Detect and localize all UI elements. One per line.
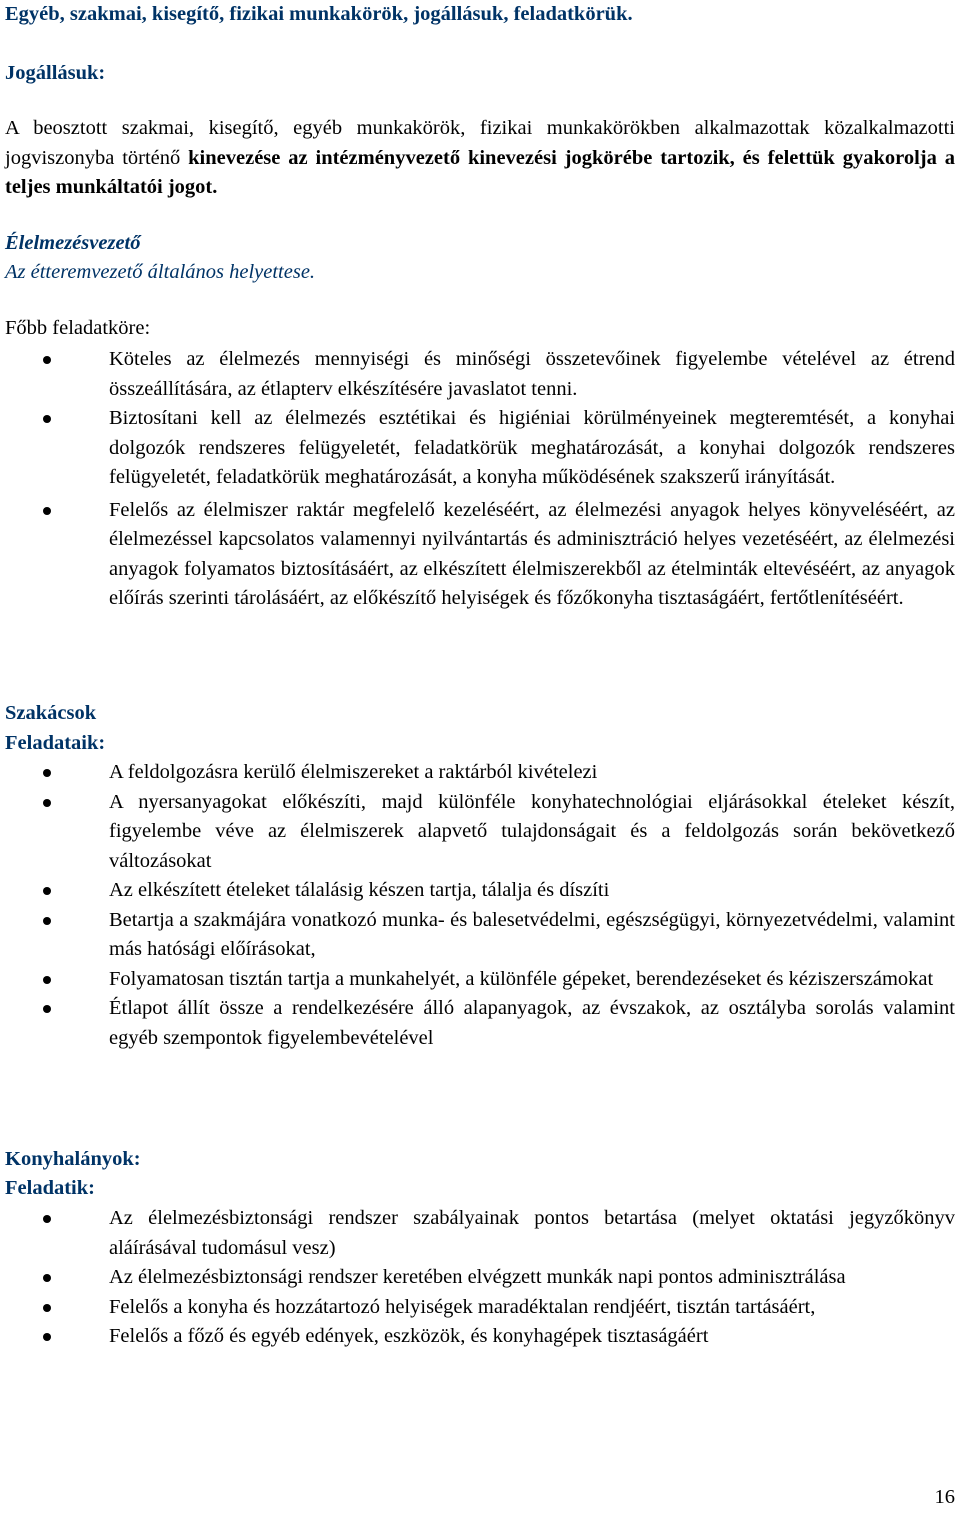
konyhalanyok-tasks-heading: Feladatik: (5, 1177, 95, 1199)
list-item-text: Étlapot állít össze a rendelkezésére álló alapanyagok, az évszakok, az osztályba sorolás valamint egyéb szempontok figyelembevételével (109, 997, 955, 1049)
bullet-icon (43, 887, 51, 895)
bullet-icon (43, 1304, 51, 1312)
list-item-text: Felelős a konyha és hozzátartozó helyiségek maradéktalan rendjéért, tisztán tartásáért, (109, 1295, 816, 1318)
bullet-icon (43, 1005, 51, 1013)
list-item-text: Betartja a szakmájára vonatkozó munka- és balesetvédelmi, egészségügyi, környezetvédelmi, valamint más hatósági előírásokat, (109, 908, 955, 960)
list-item-text: Köteles az élelmezés mennyiségi és minőségi összetevőinek figyelembe vételével az étrend összeállítására, az étlapterv elkészítésére javaslatot tenni. (109, 348, 955, 400)
list-item (5, 758, 955, 788)
list-item (5, 994, 955, 1053)
list-item-text: Felelős a főző és egyéb edények, eszközök, és konyhagépek tisztaságáért (109, 1325, 709, 1347)
jogallas-text-plain: A beosztott szakmai, kisegítő, egyéb munkakörök, fizikai munkakörökben alkalmazottak közalkalmazotti jogviszonyba történő (5, 117, 955, 169)
list-item (5, 345, 955, 404)
list-item-text: Az elkészített ételeket tálalásig készen tartja, tálalja és díszíti (109, 879, 610, 901)
list-item (5, 1322, 955, 1352)
page-number: 16 (934, 1486, 955, 1508)
list-item (5, 404, 955, 493)
elelmezes-title (5, 229, 955, 259)
elelmezes-subtitle: Az étteremvezető általános helyettese. (5, 261, 316, 283)
list-item-text: Folyamatosan tisztán tartja a munkahelyét, a különféle gépeket, berendezéseket és kéziszerszámokat (109, 967, 934, 990)
konyhalanyok-task-list (5, 1204, 955, 1352)
section-title: Egyéb, szakmai, kisegítő, fizikai munkakörök, jogállásuk, feladatkörük. (5, 3, 633, 25)
list-item (5, 1204, 955, 1263)
list-item-text: A nyersanyagokat előkészíti, majd különféle konyhatechnológiai eljárásokkal ételeket készít, figyelembe véve az élelmiszerek alapvető tulajdonságait és a feldolgozás során bekövetkező változásokat (109, 790, 955, 872)
bullet-icon (43, 1333, 51, 1341)
bullet-icon (43, 356, 51, 364)
szakacsok-tasks-heading: Feladataik: (5, 732, 106, 754)
list-item-text: Felelős az élelmiszer raktár megfelelő kezeléséért, az élelmezési anyagok helyes könyveléséért, az élelmezéssel kapcsolatos valamennyi nyilvántartás és adminisztráció helyes vezetéséért, az élelmezési anyagok folyamatos biztosításáért, az elkészített élelmiszerekből az ételminták eltevéséért, az anyagok előírás szerinti tárolásáért, az előkészítő helyiségek és főzőkonyha tisztaságáért, fertőtlenítéséért. (109, 498, 955, 609)
konyhalanyok-title: Konyhalányok: (5, 1148, 141, 1170)
jogallas-heading: Jogállásuk: (5, 62, 106, 84)
list-item-text: Biztosítani kell az élelmezés esztétikai és higiéniai körülményeinek megteremtését, a konyhai dolgozók rendszeres felügyeletét, feladatkörük meghatározását, a konyhai dolgozók rendszeres felügyeletét, feladatkörük meghatározását, a konyha működésének szakszerű irányítását. (109, 407, 955, 488)
bullet-icon (43, 1215, 51, 1223)
bullet-icon (43, 769, 51, 777)
elelmezes-tasks-heading: Főbb feladatköre: (5, 317, 151, 339)
list-item (5, 876, 955, 906)
list-item (5, 1263, 955, 1293)
szakacsok-title: Szakácsok (5, 702, 97, 724)
bullet-icon (43, 917, 51, 925)
list-item-text: A feldolgozásra kerülő élelmiszereket a raktárból kivételezi (109, 761, 598, 783)
list-item (5, 1293, 955, 1323)
list-item (5, 906, 955, 965)
list-item (5, 788, 955, 877)
elelmezes-task-list (5, 345, 955, 614)
elelmezes-title-text: Élelmezésvezető (5, 232, 141, 254)
list-item-text: Az élelmezésbiztonsági rendszer keretében elvégzett munkák napi pontos adminisztrálása (109, 1266, 846, 1288)
list-item (5, 496, 955, 614)
bullet-icon (43, 507, 51, 515)
list-item-text: Az élelmezésbiztonsági rendszer szabályainak pontos betartása (melyet oktatási jegyzőkönyv aláírásával tudomásul vesz) (109, 1207, 955, 1259)
bullet-icon (43, 799, 51, 807)
list-item (5, 965, 955, 995)
bullet-icon (43, 1274, 51, 1282)
szakacsok-task-list (5, 758, 955, 1053)
bullet-icon (43, 976, 51, 984)
jogallas-paragraph (5, 114, 955, 203)
bullet-icon (43, 415, 51, 423)
jogallas-text-bold: kinevezése az intézményvezető kinevezési jogkörébe tartozik, és felettük gyakorolja a teljes munkáltatói jogot. (5, 146, 955, 198)
